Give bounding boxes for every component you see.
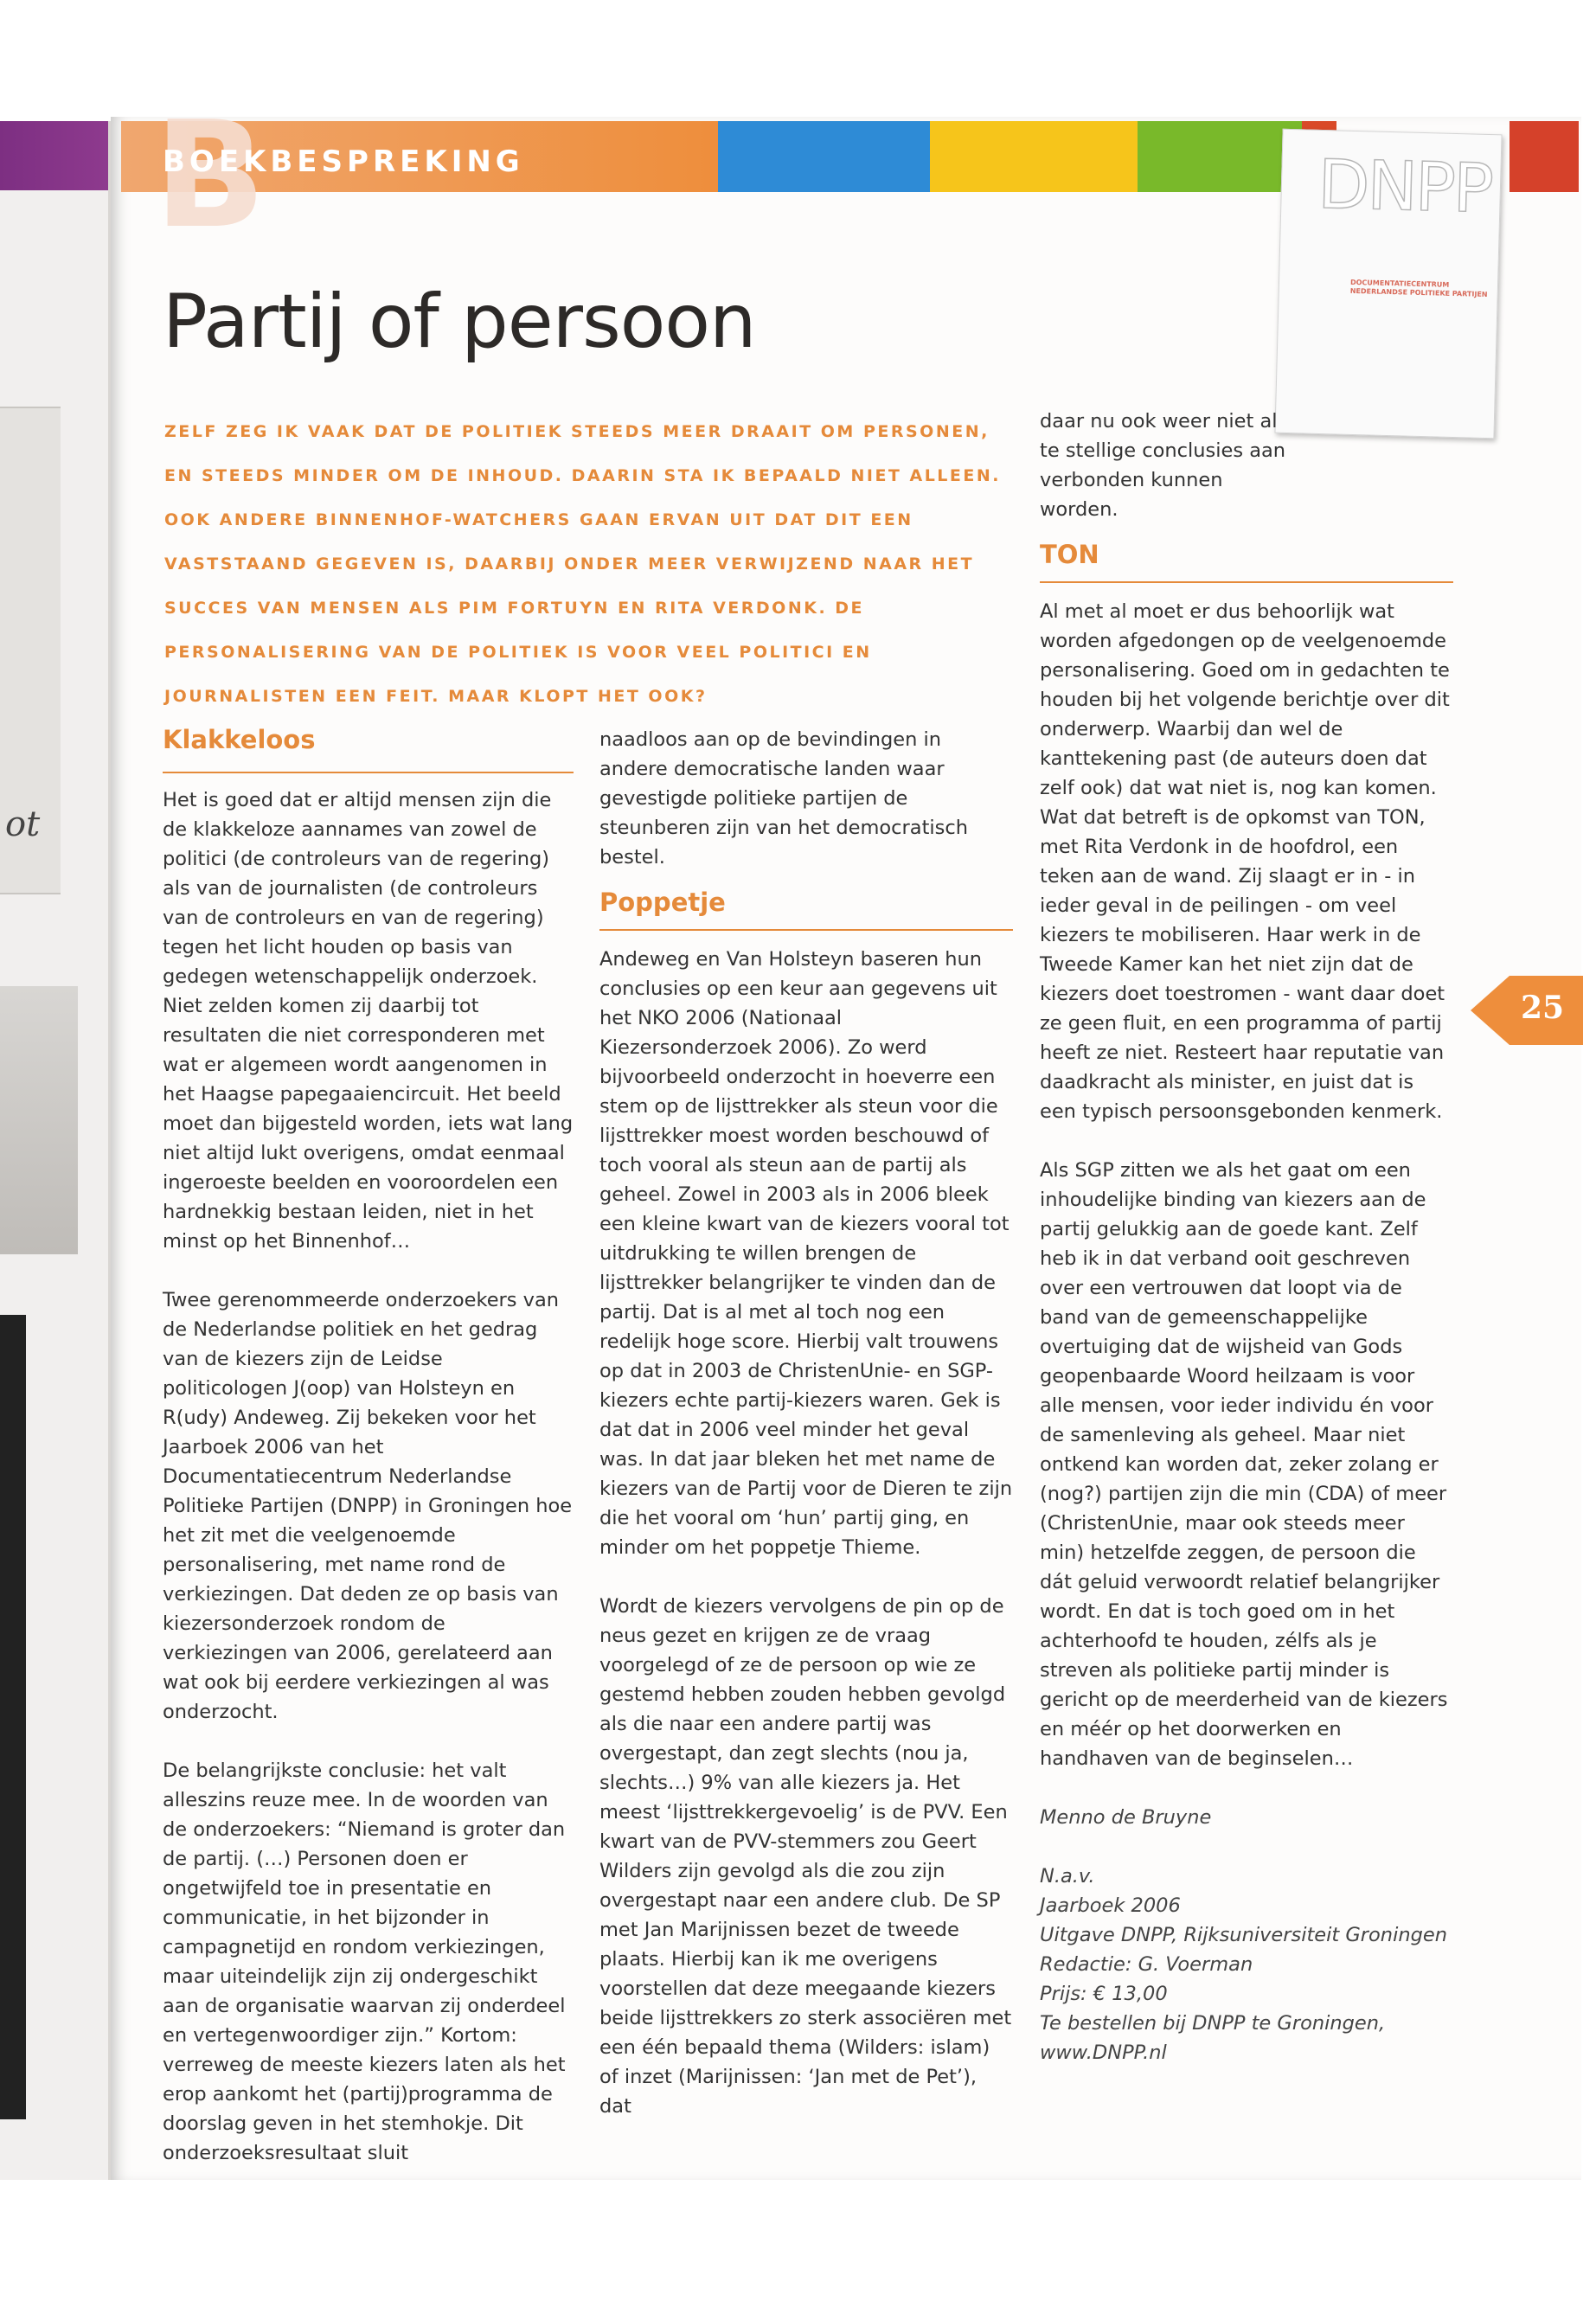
color-bar-yellow xyxy=(930,121,1138,192)
section-label: BOEKBESPREKING xyxy=(163,144,524,179)
section-letter: B xyxy=(154,90,266,261)
dnpp-logo-subtitle: DOCUMENTATIECENTRUM NEDERLANDSE POLITIEKE PARTIJEN xyxy=(1349,278,1488,299)
paragraph: Al met al moet er dus behoorlijk wat worden afgedongen op de veelgenoemde personalisering. Goed om in gedachten te houden bij het volgende berichtje over dit onderwerp. Waarbij dan wel de kanttekening past (de auteurs doen dat zelf ook) dat wat niet is, nog kan komen. Wat dat betreft is de opkomst van TON, met Rita Verdonk in de hoofdrol, een teken aan de wand. Zij slaagt er in - in ieder geval in de peilingen - om veel kiezers te mobiliseren. Haar werk in de Tweede Kamer kan het niet zijn dat de kiezers doet toestromen - want daar doet ze geen fluit, en een programma of partij heeft ze niet. Resteert haar reputatie van daadkracht als minister, en juist dat is een typisch persoonsgebonden kenmerk. xyxy=(1040,600,1450,1123)
book-info-line: Te bestellen bij DNPP te Groningen, xyxy=(1040,2012,1386,2035)
color-bar-end xyxy=(1509,121,1579,192)
subhead-rule xyxy=(599,929,1013,931)
adjacent-page-photo xyxy=(0,986,78,1254)
subhead-rule xyxy=(1040,581,1453,583)
adjacent-page-color-strip xyxy=(0,121,108,190)
adjacent-page-edge xyxy=(0,121,111,2180)
adjacent-page-text-fragment: ot xyxy=(5,804,41,844)
paragraph: daar nu ook weer niet al te stellige conclusies aan verbonden kunnen worden. xyxy=(1040,410,1286,521)
paragraph: Als SGP zitten we als het gaat om een inhoudelijke binding van kiezers aan de partij gelukkig aan de goede kant. Zelf heb ik in dat verband ooit geschreven over een vertrouwen dat loopt via de band van de gemeenschappelijke overtuiging dat de wijsheid van Gods geopenbaarde Woord heilzaam is voor alle mensen, voor ieder individu én voor de samenleving als geheel. Maar niet ontkend kan worden dat, zeker zolang er (nog?) partijen zijn die min (CDA) of meer (ChristenUnie, maar ook steeds meer min) hetzelfde zeggen, de persoon die dát geluid verwoordt relatief belangrijker wordt. En dat is toch goed om in het achterhoofd te houden, zélfs als je streven als politieke partij minder is gericht op de meerderheid van de kiezers en méér op het doorwerken en handhaven van de beginselen… xyxy=(1040,1159,1448,1770)
paragraph: Het is goed dat er altijd mensen zijn die de klakkeloze aannames van zowel de politici (de controleurs van de regering) als van de journalisten (de controleurs van de controleurs en van de regering) tegen het licht houden op basis van gedegen wetenschappelijk onderzoek. Niet zelden komen zij daarbij tot resultaten die niet corresponderen met wat er algemeen wordt aangenomen in het Haagse papegaaiencircuit. Het beeld moet dan bijgesteld worden, iets wat lang niet altijd lukt overigens, omdat eenmaal ingeroeste beelden en vooroordelen een hardnekkig bestaan leiden, niet in het minst op het Binnenhof… xyxy=(163,789,574,1253)
book-info-line: Jaarboek 2006 xyxy=(1040,1894,1181,1917)
article-column-3 xyxy=(1040,407,1453,2067)
book-cover-image xyxy=(1274,129,1502,439)
book-info-line: N.a.v. xyxy=(1040,1865,1095,1888)
subhead-poppetje: Poppetje xyxy=(599,888,726,917)
subhead-klakkeloos: Klakkeloos xyxy=(163,725,316,754)
book-info-line: Uitgave DNPP, Rijksuniversiteit Groningen xyxy=(1040,1924,1447,1946)
book-info xyxy=(1040,1862,1453,2067)
paragraph: Andeweg en Van Holsteyn baseren hun conclusies op een keur aan gegevens uit het NKO 2006 (Nationaal Kiezersonderzoek 2006). Zo werd bijvoorbeeld onderzocht in hoeverre een stem op de lijsttrekker als steun voor die lijsttrekker moest worden beschouwd of toch vooral als steun aan de partij als geheel. Zowel in 2003 als in 2006 bleek een kleine kwart van de kiezers vooral tot uitdrukking te willen brengen de lijsttrekker belangrijker te vinden dan de partij. Dat is al met al toch nog een redelijk hoge score. Hierbij valt trouwens op dat in 2003 de ChristenUnie- en SGP-kiezers echte partij-kiezers waren. Gek is dat dat in 2006 veel minder het geval was. In dat jaar bleken het met name de kiezers van de Partij voor de Dieren te zijn die het vooral om ‘hun’ partij ging, en minder om het poppetje Thieme. xyxy=(599,948,1013,1559)
book-info-line: Prijs: € 13,00 xyxy=(1040,1983,1168,2005)
adjacent-page-dark-block xyxy=(0,1315,26,2119)
page-number-tab xyxy=(1471,976,1583,1045)
paragraph: De belangrijkste conclusie: het valt alleszins reuze mee. In de woorden van de onderzoekers: “Niemand is groter dan de partij. (…) Personen doen er ongetwijfeld toe in presentatie en communicatie, in het bijzonder in campagnetijd en rondom verkiezingen, maar uiteindelijk zijn zij ondergeschikt aan de organisatie waarvan zij onderdeel en vertegenwoordiger zijn.” Kortom: verreweg de meeste kiezers laten als het erop aankomt het (partij)programma de doorslag geven in het stemhokje. Dit onderzoeksresultaat sluit xyxy=(163,1759,566,2164)
paragraph: naadloos aan op de bevindingen in andere democratische landen waar gevestigde politieke partijen de steunberen zijn van het democratisch bestel. xyxy=(599,728,969,868)
author-credit: Menno de Bruyne xyxy=(1040,1806,1212,1829)
dnpp-logo: DNPP xyxy=(1317,145,1493,229)
color-bar-green xyxy=(1138,121,1302,192)
book-info-line: www.DNPP.nl xyxy=(1040,2041,1167,2064)
article-column-2 xyxy=(599,725,1013,2150)
subhead-ton: TON xyxy=(1040,540,1099,569)
book-info-line: Redactie: G. Voerman xyxy=(1040,1953,1253,1976)
article-column-1 xyxy=(163,725,574,2197)
paragraph: Wordt de kiezers vervolgens de pin op de neus gezet en krijgen ze de vraag voorgelegd of ze de persoon op wie ze gestemd hebben zouden hebben gevolgd als die naar een andere partij was overgestapt, dan zegt slechts (nou ja, slechts…) 9% van alle kiezers ja. Het meest ‘lijsttrekkergevoelig’ is de PVV. Een kwart van de PVV-stemmers zou Geert Wilders zijn gevolgd als die zou zijn overgestapt naar een andere club. De SP met Jan Marijnissen bezet de tweede plaats. Hierbij kan ik me overigens voorstellen dat deze meegaande kiezers beide lijsttrekkers zo sterk associëren met een één bepaald thema (Wilders: islam) of inzet (Marijnissen: ‘Jan met de Pet’), dat xyxy=(599,1595,1012,2118)
subhead-rule xyxy=(163,772,574,773)
article-lead: ZELF ZEG IK VAAK DAT DE POLITIEK STEEDS MEER DRAAIT OM PERSONEN, EN STEEDS MINDER OM DE INHOUD. DAARIN STA IK BEPAALD NIET ALLEEN. OOK ANDERE BINNENHOF-WATCHERS GAAN ERVAN UIT DAT DIT EEN VASTSTAAND GEGEVEN IS, DAARBIJ ONDER MEER VERWIJZEND NAAR HET SUCCES VAN MENSEN ALS PIM FORTUYN EN RITA VERDONK. DE PERSONALISERING VAN DE POLITIEK IS VOOR VEEL POLITICI EN JOURNALISTEN EEN FEIT. MAAR KLOPT HET OOK? xyxy=(164,422,1001,706)
article-title: Partij of persoon xyxy=(163,279,756,365)
color-bar-blue xyxy=(718,121,930,192)
page-number: 25 xyxy=(1521,990,1565,1026)
paragraph: Twee gerenommeerde onderzoekers van de Nederlandse politiek en het gedrag van de kiezers zijn de Leidse politicologen J(oop) van Holsteyn en R(udy) Andeweg. Zij bekeken voor het Jaarboek 2006 van het Documentatiecentrum Nederlandse Politieke Partijen (DNPP) in Groningen hoe het zit met die veelgenoemde personalisering, met name rond de verkiezingen. Dat deden ze op basis van kiezersonderzoek rondom de verkiezingen van 2006, gerelateerd aan wat ook bij eerdere verkiezingen al was onderzocht. xyxy=(163,1289,573,1723)
